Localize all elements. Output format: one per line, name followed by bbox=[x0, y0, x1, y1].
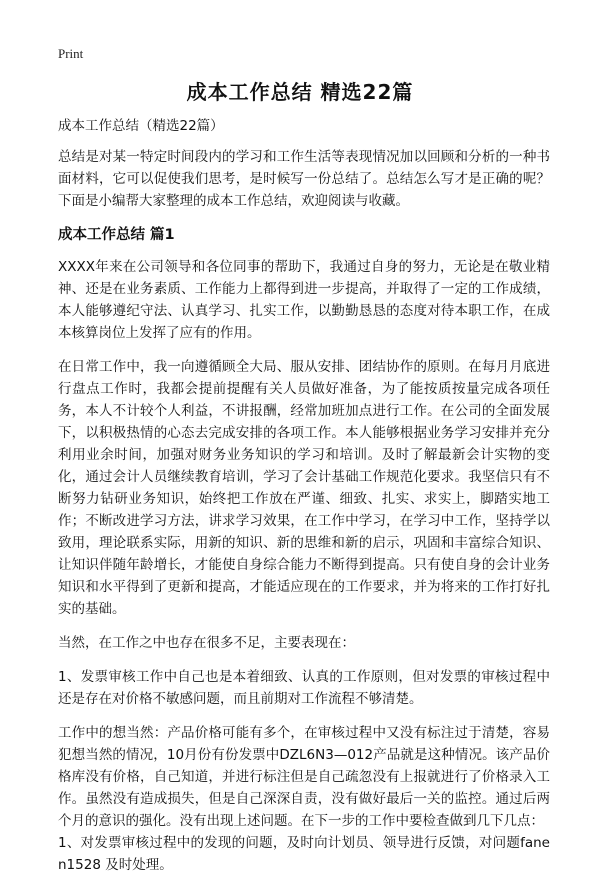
body-paragraph: 在日常工作中，我一向遵循顾全大局、服从安排、团结协作的原则。在每月月底进行盘点工作时，我都会提前提醒有关人员做好准备，为了能按质按量完成各项任务，本人不计较个人利益，不讲报酬，经常加班加点进行工作。在公司的全面发展下，以积极热情的心态去完成安排的各项工作。本人能够根据业务学习安排并充分利用业余时间，加强对财务业务知识的学习和培训。及时了解最新会计实物的变化，通过会计人员继续教育培训，学习了会计基础工作规范化要求。我坚信只有不断努力钻研业务知识，始终把工作放在严谨、细致、扎实、求实上，脚踏实地工作；不断改进学习方法，讲求学习效果，在工作中学习，在学习中工作，坚持学以致用，理论联系实际，用新的知识、新的思维和新的启示，巩固和丰富综合知识、让知识伴随年龄增长，才能使自身综合能力不断得到提高。只有使自身的会计业务知识和水平得到了更新和提高，才能适应现在的工作要求，并为将来的工作打好扎实的基础。 bbox=[58, 359, 550, 617]
body-paragraph: 工作中的想当然：产品价格可能有多个，在审核过程中又没有标注过于清楚，容易犯想当然的情况，10月份有份发票中DZL6N3—012产品就是这种情况。该产品价格库没有价格，自己知道，并进行标注但是自己疏忽没有上报就进行了价格录入工作。虽然没有造成损失，但是自己深深自责，没有做好最后一关的监控。通过后两个月的意识的强化。没有出现上述问题。在下一步的工作中要检查做到几下几点： bbox=[58, 725, 550, 829]
intro-paragraph: 总结是对某一特定时间段内的学习和工作生活等表现情况加以回顾和分析的一种书面材料，它可以促使我们思考，是时候写一份总结了。总结怎么写才是正确的呢？下面是小编帮大家整理的成本工作总结，欢迎阅读与收藏。 bbox=[58, 149, 550, 209]
section-heading: 成本工作总结 篇1 bbox=[58, 227, 175, 243]
document-body bbox=[58, 115, 550, 888]
body-paragraph: 1、对发票审核过程中的发现的问题，及时向计划员、领导进行反馈，对问题fanen1528 及时处理。 bbox=[58, 835, 550, 873]
body-paragraph: 当然，在工作之中也存在很多不足，主要表现在： bbox=[58, 635, 355, 651]
document-title: 成本工作总结 精选22篇 bbox=[186, 80, 414, 104]
document-subtitle: 成本工作总结（精选22篇） bbox=[58, 118, 224, 134]
body-paragraph: 1、发票审核工作中自己也是本着细致、认真的工作原则，但对发票的审核过程中还是存在对价格不敏感问题，而且前期对工作流程不够清楚。 bbox=[58, 669, 550, 707]
body-paragraph: XXXX年来在公司领导和各位同事的帮助下，我通过自身的努力，无论是在敬业精神、还是在业务素质、工作能力上都得到进一步提高，并取得了一定的工作成绩，本人能够遵纪守法、认真学习、扎实工作，以勤勤恳恳的态度对待本职工作，在成本核算岗位上发挥了应有的作用。 bbox=[58, 259, 550, 341]
print-label[interactable]: Print bbox=[58, 46, 84, 61]
